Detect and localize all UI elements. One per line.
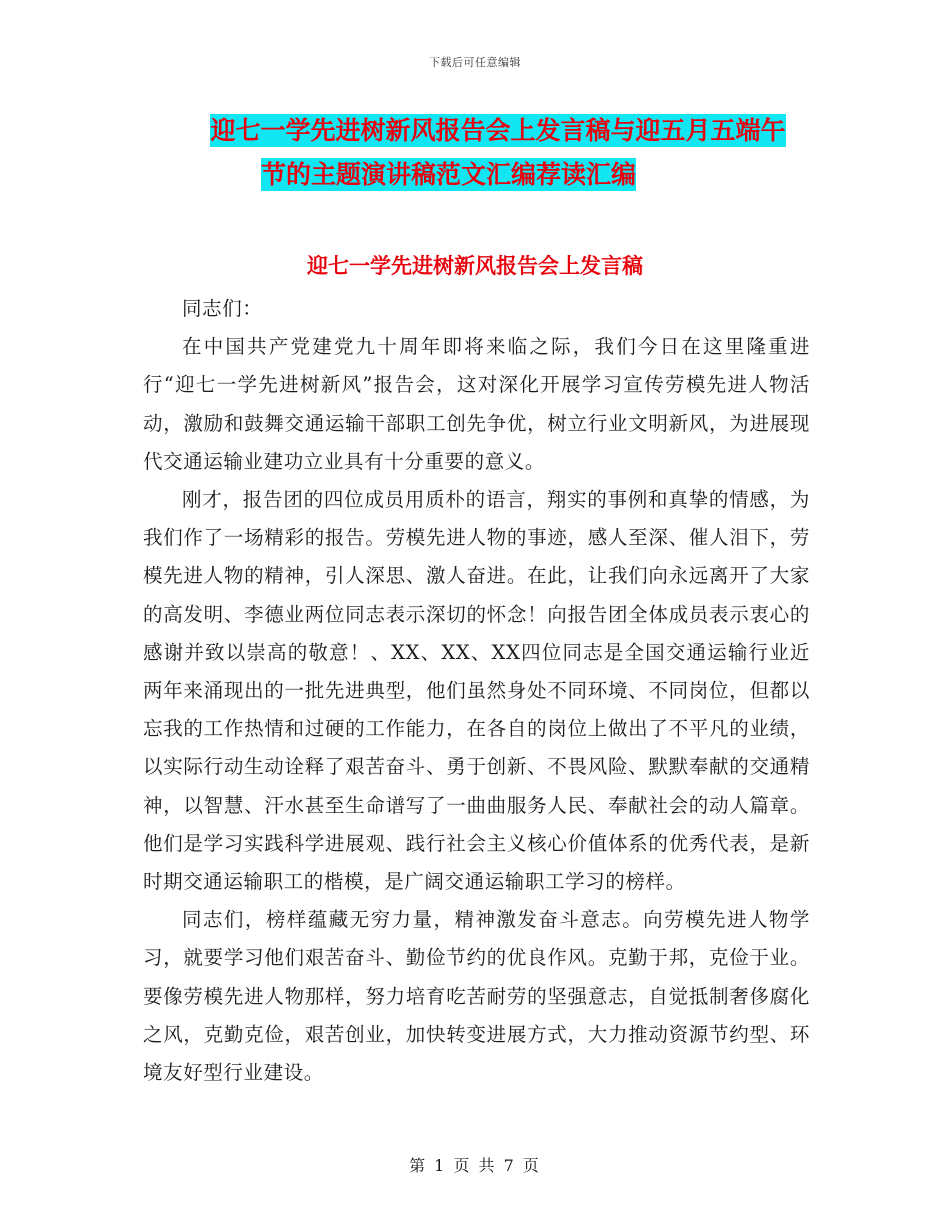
document-body bbox=[143, 290, 810, 1092]
paragraph: 同志们，榜样蕴藏无穷力量，精神激发奋斗意志。向劳模先进人物学习，就要学习他们艰苦奋斗、勤俭节约的优良作风。克勤于邦，克俭于业。要像劳模先进人物那样，努力培育吃苦耐劳的坚强意志，自觉抵制奢侈腐化之风，克勤克俭，艰苦创业，加快转变进展方式，大力推动资源节约型、环境友好型行业建设。 bbox=[143, 908, 810, 1085]
section-subtitle: 迎七一学先进树新风报告会上发言稿 bbox=[307, 254, 643, 278]
paragraph: 在中国共产党建党九十周年即将来临之际，我们今日在这里隆重进行“迎七一学先进树新风”报告会，这对深化开展学习宣传劳模先进人物活动，激励和鼓舞交通运输干部职工创先争优，树立行业文明新风，为进展现代交通运输业建功立业具有十分重要的意义。 bbox=[143, 335, 810, 473]
paragraph: 刚才，报告团的四位成员用质朴的语言，翔实的事例和真挚的情感，为我们作了一场精彩的报告。劳模先进人物的事迹，感人至深、催人泪下，劳模先进人物的精神，引人深思、激人奋进。在此，让我们向永远离开了大家的高发明、李德业两位同志表示深切的怀念！向报告团全体成员表示衷心的感谢并致以崇高的敬意！、XX、XX、XX四位同志是全国交通运输行业近两年来涌现出的一批先进典型，他们虽然身处不同环境、不同岗位，但都以忘我的工作热情和过硬的工作能力，在各自的岗位上做出了不平凡的业绩，以实际行动生动诠释了艰苦奋斗、勇于创新、不畏风险、默默奉献的交通精神，以智慧、汗水甚至生命谱写了一曲曲服务人民、奉献社会的动人篇章。他们是学习实践科学进展观、践行社会主义核心价值体系的优秀代表，是新时期交通运输职工的楷模，是广阔交通运输职工学习的榜样。 bbox=[143, 488, 810, 894]
paragraph-salutation: 同志们： bbox=[182, 297, 263, 320]
title-highlight-2: 节的主题演讲稿范文汇编荐读汇编 bbox=[260, 160, 636, 189]
document-title-line-2 bbox=[0, 157, 950, 193]
title-highlight-1: 迎七一学先进树新风报告会上发言稿与迎五月五端午 bbox=[210, 116, 786, 145]
document-title-line-1 bbox=[0, 113, 950, 149]
page-footer: 第 1 页 共 7 页 bbox=[409, 1156, 541, 1175]
header-note: 下载后可任意编辑 bbox=[429, 56, 521, 69]
